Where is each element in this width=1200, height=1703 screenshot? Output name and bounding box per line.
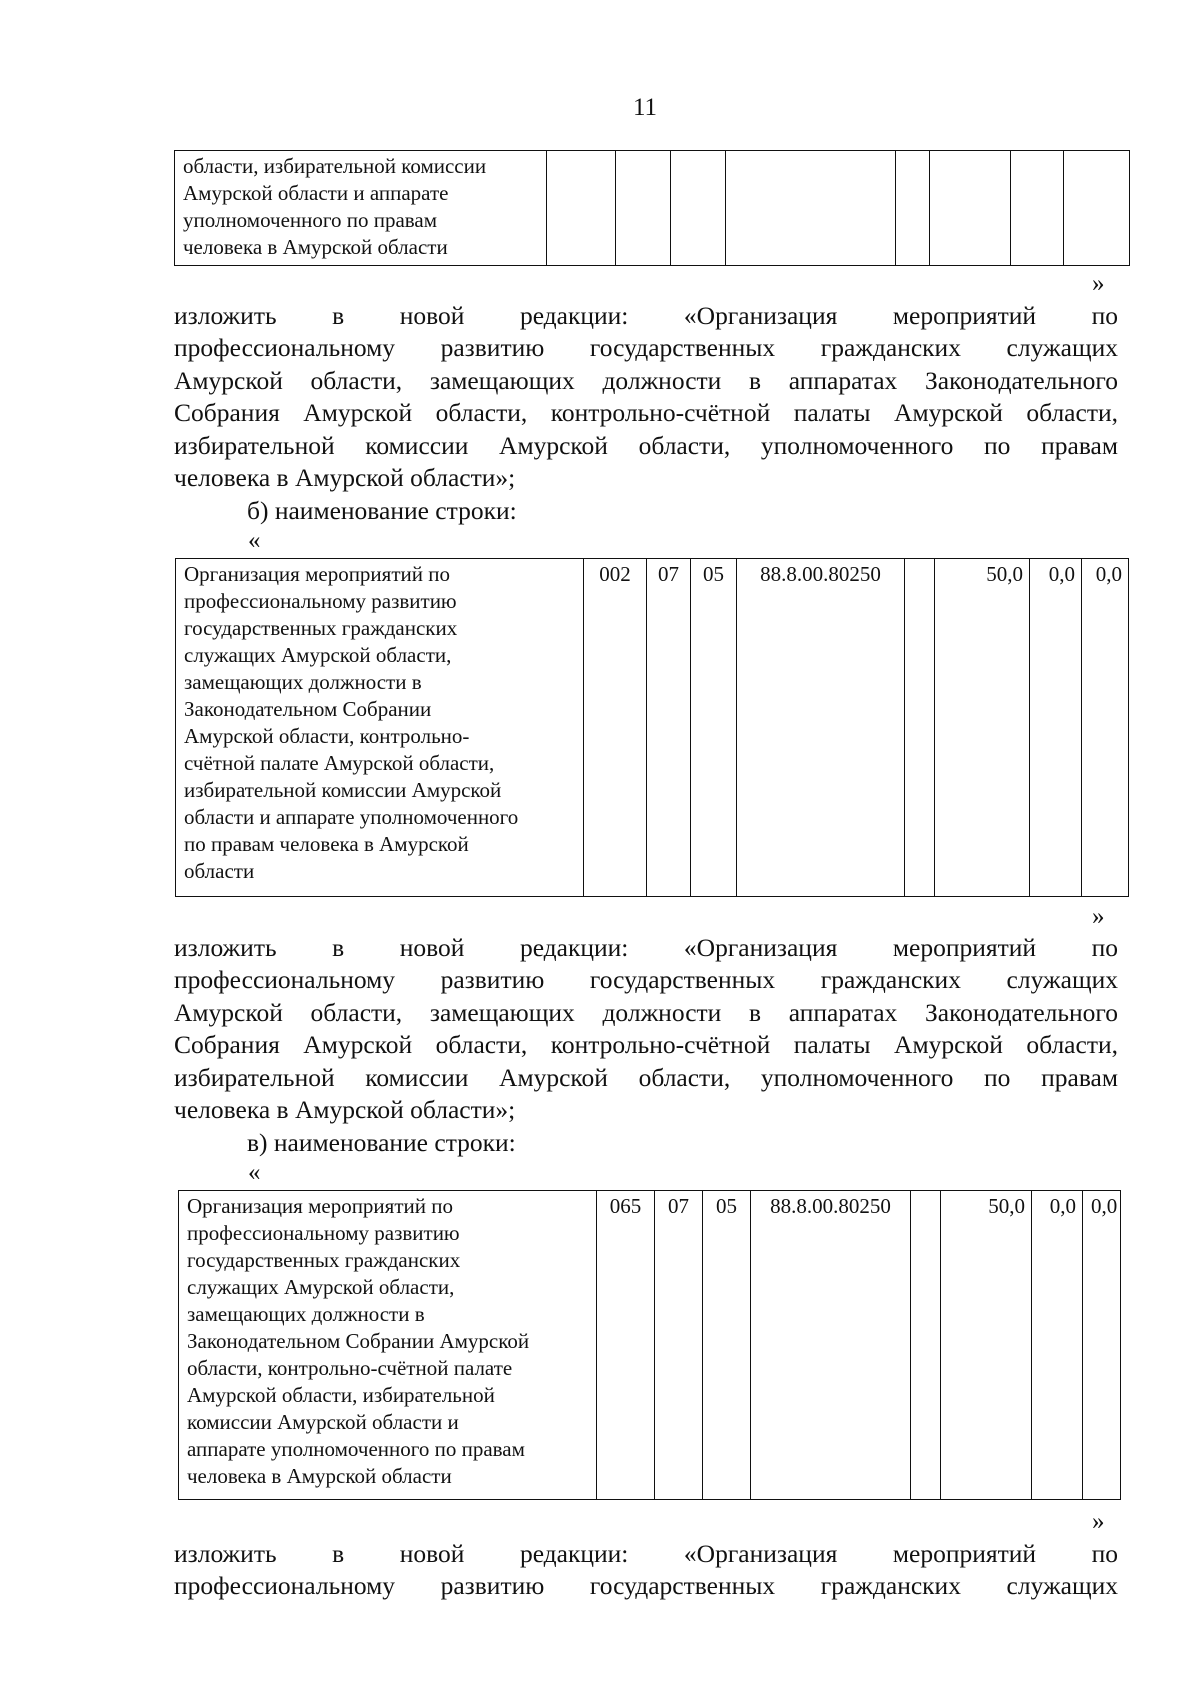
amount-cell: 0,0 [1082,559,1129,897]
page-number: 11 [632,94,658,121]
empty-cell [896,151,930,266]
row-name-cell [175,151,547,266]
item-v-heading: в) наименование строки: [247,1128,516,1157]
section-code-cell: 07 [647,559,691,897]
empty-cell [1011,151,1064,266]
table-row [179,1191,1121,1500]
text-line: человека в Амурской области»; [174,1095,516,1125]
text-line: избирательной комиссии Амурской области, уполномоченного по правам [174,1062,1118,1092]
text-line: изложить в новой редакции: «Организация мероприятий по [174,933,1118,962]
row-name-line: Амурской области и аппарате [183,181,449,205]
amount-cell: 0,0 [1032,1191,1083,1500]
budget-table-v [178,1190,1121,1500]
closing-quote: » [1092,270,1105,297]
amount-cell: 0,0 [1083,1191,1121,1500]
ministry-code-cell: 065 [597,1191,655,1500]
table-row [176,559,1129,897]
target-article-cell: 88.8.00.80250 [751,1191,911,1500]
budget-table-continued [174,150,1130,266]
row-name-line: Организация мероприятий по [184,562,450,586]
subsection-code-cell: 05 [691,559,737,897]
row-name-line: замещающих должности в [187,1302,425,1326]
text-line: Собрания Амурской области, контрольно-счётной палаты Амурской области, [174,398,1118,428]
replacement-text-3 [174,1538,1118,1603]
target-article-cell: 88.8.00.80250 [737,559,905,897]
row-name-line: Организация мероприятий по [187,1194,453,1218]
replacement-text-1 [174,300,1118,494]
row-name-line: области, избирательной комиссии [183,154,487,178]
text-line: профессиональному развитию государственных гражданских служащих [174,1571,1118,1601]
text-line: Амурской области, замещающих должности в аппаратах Законодательного [174,997,1118,1027]
text-line: Амурской области, замещающих должности в аппаратах Законодательного [174,365,1118,395]
item-b-heading: б) наименование строки: [247,496,517,525]
text-line: профессиональному развитию государственных гражданских служащих [174,965,1118,995]
ministry-code-cell: 002 [584,559,647,897]
empty-cell [930,151,1011,266]
row-name-line: Амурской области, контрольно- [184,724,470,748]
row-name-line: государственных гражданских [184,616,458,640]
row-name-line: области [184,859,255,883]
text-line: изложить в новой редакции: «Организация мероприятий по [174,301,1118,330]
row-name-line: комиссии Амурской области и [187,1410,459,1434]
replacement-text-2 [174,932,1118,1126]
budget-table-b [175,558,1129,897]
expense-type-cell [905,559,935,897]
amount-cell: 0,0 [1030,559,1082,897]
row-name-line: Законодательном Собрании [184,697,432,721]
row-name-line: профессиональному развитию [187,1221,460,1245]
row-name-line: человека в Амурской области [187,1464,452,1488]
row-name-line: Амурской области, избирательной [187,1383,495,1407]
table-row [175,151,1130,266]
opening-quote: « [248,527,261,554]
opening-quote: « [248,1159,261,1186]
empty-cell [671,151,726,266]
empty-cell [547,151,616,266]
subsection-code-cell: 05 [703,1191,751,1500]
row-name-line: аппарате уполномоченного по правам [187,1437,525,1461]
row-name-cell [179,1191,597,1500]
text-line: человека в Амурской области»; [174,463,516,493]
row-name-line: по правам человека в Амурской [184,832,469,856]
amount-cell: 50,0 [935,559,1030,897]
row-name-line: замещающих должности в [184,670,422,694]
empty-cell [616,151,671,266]
section-code-cell: 07 [655,1191,703,1500]
text-line: профессиональному развитию государственных гражданских служащих [174,333,1118,363]
row-name-line: счётной палате Амурской области, [184,751,495,775]
row-name-line: области, контрольно-счётной палате [187,1356,513,1380]
text-line: Собрания Амурской области, контрольно-счётной палаты Амурской области, [174,1030,1118,1060]
amount-cell: 50,0 [941,1191,1032,1500]
text-line: избирательной комиссии Амурской области, уполномоченного по правам [174,430,1118,460]
row-name-line: уполномоченного по правам [183,208,438,232]
row-name-line: служащих Амурской области, [184,643,452,667]
expense-type-cell [911,1191,941,1500]
row-name-line: человека в Амурской области [183,235,448,259]
row-name-line: области и аппарате уполномоченного [184,805,519,829]
row-name-line: Законодательном Собрании Амурской [187,1329,530,1353]
closing-quote: » [1092,1508,1105,1535]
empty-cell [1064,151,1130,266]
row-name-cell [176,559,584,897]
row-name-line: государственных гражданских [187,1248,461,1272]
text-line: изложить в новой редакции: «Организация мероприятий по [174,1539,1118,1568]
row-name-line: служащих Амурской области, [187,1275,455,1299]
closing-quote: » [1092,903,1105,930]
row-name-line: профессиональному развитию [184,589,457,613]
row-name-line: избирательной комиссии Амурской [184,778,502,802]
empty-cell [726,151,896,266]
